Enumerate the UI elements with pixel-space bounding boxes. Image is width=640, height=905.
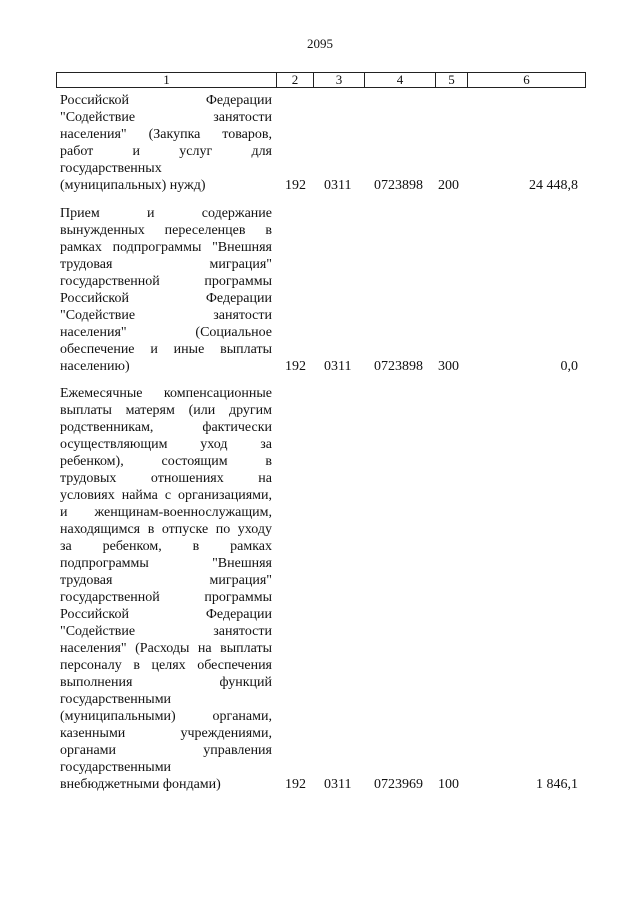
description-line: населения" (Закупка товаров, (60, 127, 272, 142)
description-line: государственных (60, 161, 162, 176)
section-code: 0311 (324, 777, 352, 792)
description-line: Российской Федерации (60, 607, 272, 622)
description-line: казенными учреждениями, (60, 726, 272, 741)
description-line: трудовая миграция" (60, 573, 272, 588)
grbs-code: 192 (285, 178, 306, 193)
header-col-4: 4 (365, 73, 436, 87)
description-line: (муниципальных) нужд) (60, 178, 206, 193)
header-col-6: 6 (523, 72, 530, 87)
description-line: и женщинам-военнослужащим, (60, 505, 272, 520)
amount-value: 24 448,8 (529, 178, 578, 193)
description-line: Ежемесячные компенсационные (60, 386, 272, 401)
description-line: находящимся в отпуске по уходу (60, 522, 272, 537)
description-line: работ и услуг для (60, 144, 272, 159)
description-line: ребенком), состоящим в (60, 454, 272, 469)
description-line: трудовая миграция" (60, 257, 272, 272)
table-header-row (56, 72, 586, 88)
description-line: (муниципальными) органами, (60, 709, 272, 724)
description-line: трудовых отношениях на (60, 471, 272, 486)
description-line: Прием и содержание (60, 206, 272, 221)
description-line: обеспечение и иные выплаты (60, 342, 272, 357)
header-col-2: 2 (277, 73, 314, 87)
description-line: "Содействие занятости (60, 308, 272, 323)
description-line: государственной программы (60, 590, 272, 605)
description-line: выплаты матерям (или другим (60, 403, 272, 418)
description-line: Российской Федерации (60, 291, 272, 306)
description-line: условиях найма с организациями, (60, 488, 272, 503)
description-line: органами управления (60, 743, 272, 758)
expense-type-code: 200 (438, 178, 459, 193)
description-line: "Содействие занятости (60, 624, 272, 639)
row-description (60, 385, 272, 793)
header-col-5: 5 (436, 73, 468, 87)
description-line: внебюджетными фондами) (60, 777, 221, 792)
description-line: государственной программы (60, 274, 272, 289)
description-line: выполнения функций (60, 675, 272, 690)
description-line: населения" (Социальное (60, 325, 272, 340)
description-line: вынужденных переселенцев в (60, 223, 272, 238)
grbs-code: 192 (285, 777, 306, 792)
description-line: осуществляющим уход за (60, 437, 272, 452)
row-description (60, 205, 272, 375)
grbs-code: 192 (285, 359, 306, 374)
row-description (60, 92, 272, 194)
target-code: 0723898 (374, 178, 423, 193)
table-row (56, 92, 586, 194)
expense-type-code: 100 (438, 777, 459, 792)
description-line: персоналу в целях обеспечения (60, 658, 272, 673)
description-line: населению) (60, 359, 130, 374)
description-line: государственными (60, 692, 172, 707)
description-line: Российской Федерации (60, 93, 272, 108)
header-col-1: 1 (57, 73, 277, 87)
page-number: 2095 (307, 36, 333, 51)
section-code: 0311 (324, 359, 352, 374)
description-line: населения" (Расходы на выплаты (60, 641, 272, 656)
table-row (56, 385, 586, 805)
header-col-3: 3 (314, 73, 365, 87)
amount-value: 1 846,1 (536, 777, 578, 792)
expense-type-code: 300 (438, 359, 459, 374)
table-row (56, 205, 586, 375)
section-code: 0311 (324, 178, 352, 193)
description-line: за ребенком, в рамках (60, 539, 272, 554)
target-code: 0723969 (374, 777, 423, 792)
description-line: рамках подпрограммы "Внешняя (60, 240, 272, 255)
description-line: подпрограммы "Внешняя (60, 556, 272, 571)
description-line: родственникам, фактически (60, 420, 272, 435)
description-line: государственными (60, 760, 172, 775)
description-line: "Содействие занятости (60, 110, 272, 125)
amount-value: 0,0 (560, 359, 578, 374)
target-code: 0723898 (374, 359, 423, 374)
